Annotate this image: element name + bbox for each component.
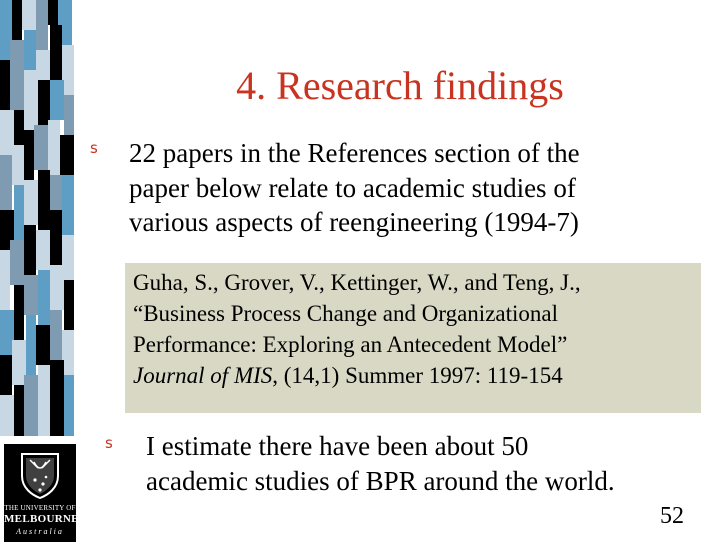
journal-name: Journal of MIS [133, 363, 273, 388]
strip-tile [38, 170, 50, 230]
strip-tile [14, 385, 24, 436]
strip-tile [22, 0, 36, 30]
slide-title: 4. Research findings [236, 63, 564, 108]
strip-tile [62, 175, 74, 235]
strip-tile [12, 0, 22, 40]
strip-tile [24, 130, 34, 180]
strip-tile [50, 265, 64, 310]
bullet-paragraph-2 [146, 429, 716, 499]
strip-tile [12, 340, 26, 385]
strip-tile [64, 375, 74, 436]
strip-tile [48, 0, 58, 25]
reference-line-1: Guha, S., Grover, V., Kettinger, W., and Teng, J., [133, 270, 581, 295]
bullet1-line-3: various aspects of reengineering (1994-7) [129, 207, 579, 237]
strip-tile [14, 185, 24, 240]
page-number: 52 [660, 503, 684, 529]
logo-text-line2: MELBOURNE [4, 513, 79, 525]
strip-tile [0, 110, 14, 155]
strip-tile [50, 360, 64, 436]
strip-tile [50, 210, 62, 265]
strip-tile [0, 355, 12, 395]
strip-tile [0, 310, 14, 355]
bullet-icon: s [90, 139, 98, 157]
strip-tile [24, 70, 38, 130]
strip-tile [34, 125, 48, 170]
strip-tile [26, 315, 36, 375]
strip-tile [10, 240, 24, 285]
strip-tile [24, 180, 38, 225]
strip-tile [36, 0, 48, 50]
logo-text-line1: THE UNIVERSITY OF [4, 504, 76, 512]
bullet2-line-1: I estimate there have been about 50 [146, 431, 529, 461]
strip-tile [14, 110, 24, 145]
strip-tile [0, 60, 10, 110]
reference-line-4 [133, 361, 563, 391]
strip-tile [64, 280, 74, 330]
strip-tile [12, 145, 24, 185]
reference-line-3: Performance: Exploring an Antecedent Model” [133, 332, 568, 357]
bullet1-line-1: 22 papers in the References section of the [129, 138, 580, 168]
bullet2-line-2: academic studies of BPR around the world. [146, 466, 615, 496]
strip-tile [50, 80, 64, 120]
strip-tile [24, 275, 38, 315]
strip-tile [0, 395, 14, 436]
strip-tile [50, 310, 62, 360]
university-logo [4, 444, 79, 542]
citation-details: , (14,1) Summer 1997: 119-154 [272, 363, 563, 388]
bullet-icon: s [105, 434, 113, 452]
strip-tile [36, 325, 50, 365]
strip-tile [38, 80, 50, 125]
strip-tile [24, 375, 38, 436]
strip-tile [36, 230, 50, 270]
bullet1-line-2: paper below relate to academic studies of [129, 172, 576, 203]
strip-tile [24, 225, 36, 275]
strip-tile [38, 270, 50, 325]
bullet-paragraph-1 [129, 136, 699, 240]
strip-tile [64, 95, 74, 135]
strip-tile [10, 40, 24, 110]
strip-tile [60, 135, 74, 175]
strip-tile [50, 175, 62, 210]
strip-tile [0, 250, 10, 310]
logo-text-line3: Australia [16, 527, 64, 536]
strip-tile [14, 285, 24, 340]
decorative-side-strip [0, 0, 78, 436]
reference-line-2: “Business Process Change and Organizational [133, 301, 558, 326]
strip-tile [38, 365, 50, 436]
crest-icon [18, 450, 62, 500]
strip-tile [48, 120, 60, 175]
strip-tile [50, 25, 62, 80]
strip-tile [0, 155, 12, 210]
strip-tile [36, 50, 50, 80]
strip-tile [24, 30, 36, 70]
